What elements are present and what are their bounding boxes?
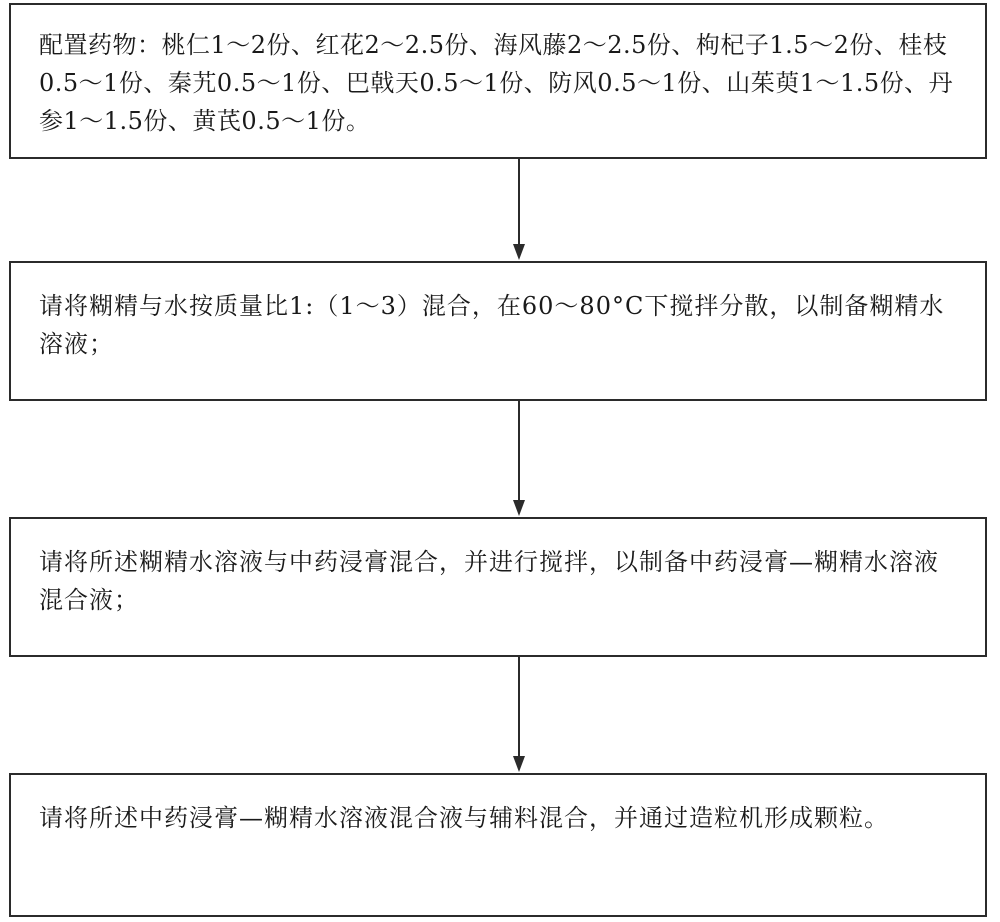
arrow-3-to-4 (513, 657, 525, 772)
step-4-text: 请将所述中药浸膏—糊精水溶液混合液与辅料混合，并通过造粒机形成颗粒。 (39, 804, 889, 832)
arrow-1-to-2 (513, 159, 525, 260)
arrow-2-head (513, 500, 525, 516)
arrow-2-to-3 (513, 401, 525, 516)
arrow-1-head (513, 244, 525, 260)
step-3-text: 请将所述糊精水溶液与中药浸膏混合，并进行搅拌，以制备中药浸膏—糊精水溶液混合液； (39, 548, 939, 614)
step-1-text: 配置药物：桃仁1～2份、红花2～2.5份、海风藤2～2.5份、枸杞子1.5～2份、桂枝0.5～1份、秦艽0.5～1份、巴戟天0.5～1份、防风0.5～1份、山茱萸1～1.5份、丹参1～1.5份、黄芪0.5～1份。 (39, 31, 954, 135)
arrow-3-head (513, 756, 525, 772)
step-2-text: 请将糊精与水按质量比1:（1～3）混合，在60～80°C下搅拌分散，以制备糊精水溶液； (39, 292, 945, 358)
